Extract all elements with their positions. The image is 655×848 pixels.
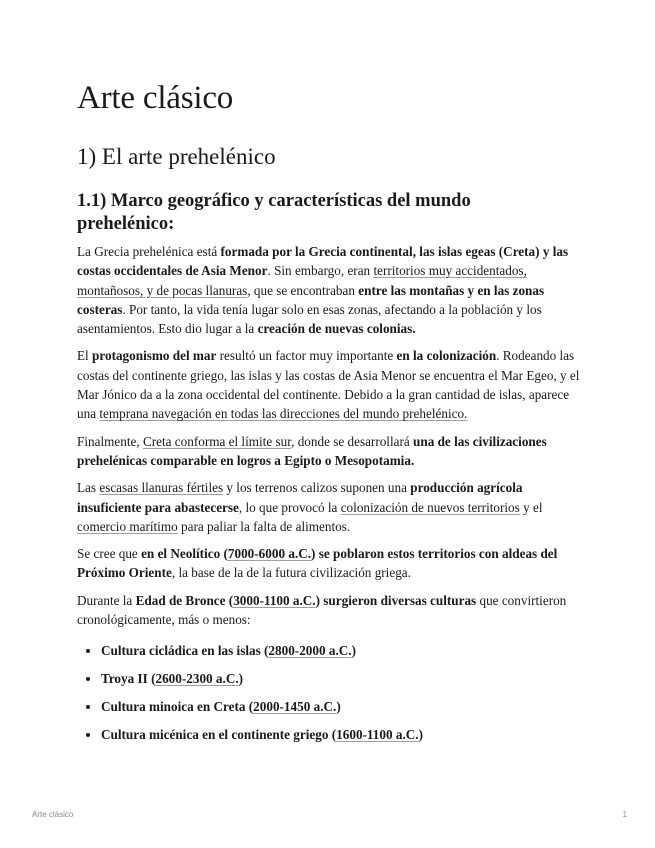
paragraph-2: El protagonismo del mar resultó un factor muy importante en la colonización. Rodeando las costas del continente griego, las islas y las costas de Asia Menor se encuentra el Mar Egeo, y el Mar Jónico da a la zona occidental del continente. Debido a la gran cantidad de islas, aparece una temprana navegación en todas las direcciones del mundo prehelénico. (77, 348, 580, 422)
list-item: • Cultura cicládica en las islas (2800-2000 a.C.) (101, 641, 582, 660)
footer-page-number: 1 (622, 810, 627, 819)
paragraph-5: Se cree que en el Neolítico (7000-6000 a.C.) se poblaron estos territorios con aldeas del Próximo Oriente, la base de la de la futura civilización griega. (77, 546, 558, 581)
list-item: • Cultura minoica en Creta (2000-1450 a.C.) (101, 697, 582, 716)
list-item: • Troya II (2600-2300 a.C.) (101, 669, 582, 688)
paragraph-1: La Grecia prehelénica está formada por la Grecia continental, las islas egeas (Creta) y las costas occidentales de Asia Menor. Sin embargo, eran territorios muy accidentados, montañosos, y de pocas llanuras, que se encontraban entre las montañas y en las zonas costeras. Por tanto, la vida tenía lugar solo en esas zonas, afectando a la población y los asentamientos. Esto dio lugar a la creación de nuevas colonias. (77, 244, 569, 337)
page-title: Arte clásico (77, 80, 234, 116)
footer-title: Arte clásico (32, 810, 74, 819)
culture-list (77, 641, 582, 744)
section-heading: 1) El arte prehelénico (77, 144, 276, 169)
paragraph-3: Finalmente, Creta conforma el límite sur, donde se desarrollará una de las civilizaciones prehelénicas comparable en logros a Egipto o Mesopotamia. (77, 433, 547, 468)
document-body (77, 242, 582, 753)
list-item: • Cultura micénica en el continente griego (1600-1100 a.C.) (101, 725, 582, 744)
paragraph-4: Las escasas llanuras fértiles y los terrenos calizos suponen una producción agrícola insuficiente para abastecerse, lo que provocó la colonización de nuevos territorios y el comercio marítimo para paliar la falta de alimentos. (77, 480, 543, 534)
paragraph-6: Durante la Edad de Bronce (3000-1100 a.C.) surgieron diversas culturas que convirtieron cronológicamente, más o menos: (77, 592, 567, 628)
subsection-heading: 1.1) Marco geográfico y características del mundo prehelénico: (77, 191, 471, 234)
